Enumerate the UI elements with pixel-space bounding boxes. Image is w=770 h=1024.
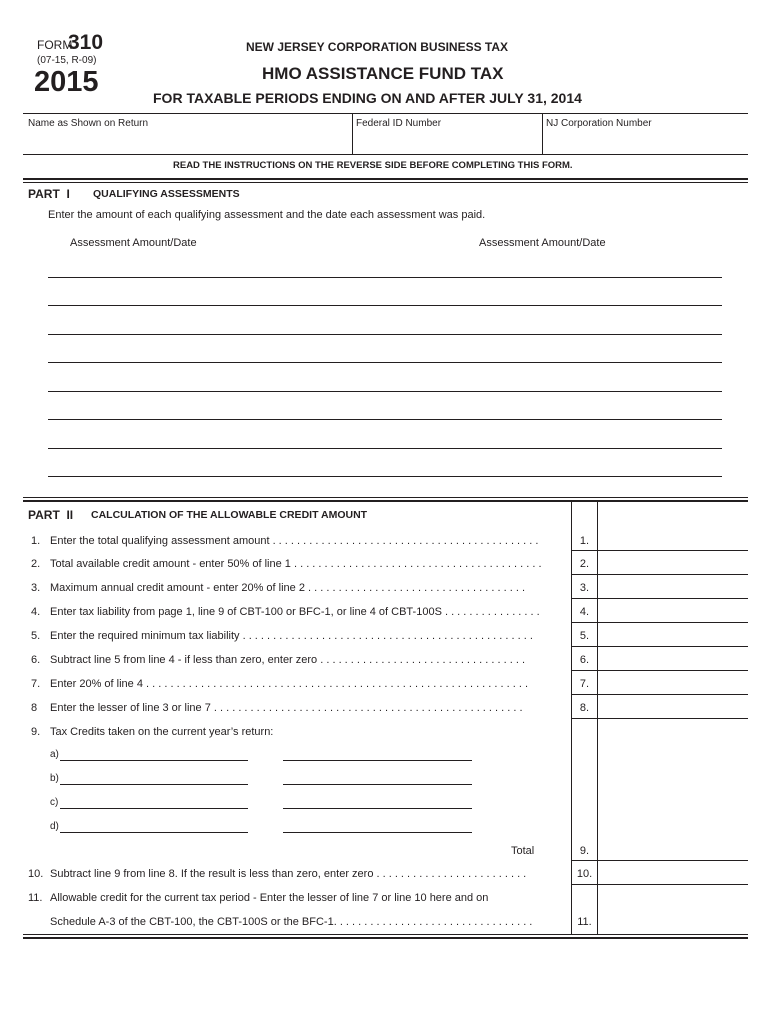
credit-name-field[interactable] [60,760,248,761]
part2-title: CALCULATION OF THE ALLOWABLE CREDIT AMOUNT [91,509,368,521]
name-field[interactable] [24,130,350,152]
line-number: 11. [28,892,43,904]
line-number: 2. [31,558,41,570]
bottom-rule-top [23,934,748,935]
line-text: Enter tax liability from page 1, line 9 of CBT-100 or BFC-1, or line 4 of CBT-100S . . . . . . . . . . . . . . . . [50,606,540,618]
line-text: Enter the required minimum tax liability . . . . . . . . . . . . . . . . . . . . . . . . . . . . . . . . . . . . . . . . . . . . . . . . [50,630,533,642]
part2-label: PART II [28,508,74,522]
amount-field[interactable] [599,695,747,717]
assessment-line[interactable] [48,284,722,306]
amount-field[interactable] [599,836,747,859]
assessment-line[interactable] [48,398,722,420]
line-number: 3. [31,582,41,594]
credit-amount-field[interactable] [283,832,472,833]
assessment-line[interactable] [48,256,722,278]
double-rule-top [23,178,748,180]
federal-id-label: Federal ID Number [356,118,442,129]
amount-field[interactable] [599,671,747,693]
line-box-number: 8. [579,702,590,714]
id-top-rule [23,113,748,114]
form-title: HMO ASSISTANCE FUND TAX [262,64,504,83]
line-number: 7. [31,678,41,690]
line-box-number: 9. [579,845,590,857]
assessment-line[interactable] [48,455,722,477]
part1-intro: Enter the amount of each qualifying assessment and the date each assessment was paid. [48,209,486,221]
line-number: 9. [31,726,41,738]
line-number: 6. [31,654,41,666]
form-revision: (07-15, R-09) [37,55,97,66]
part1-col-right: Assessment Amount/Date [479,237,606,249]
amount-field[interactable] [599,526,747,549]
federal-id-field[interactable] [354,130,540,152]
line-box-number: 7. [579,678,590,690]
agency-name: NEW JERSEY CORPORATION BUSINESS TAX [246,40,509,54]
line-box-number: 4. [579,606,590,618]
line-number: 8 [31,702,38,714]
assessment-line[interactable] [48,313,722,335]
assessment-line[interactable] [48,427,722,449]
line-text: Total available credit amount - enter 50% of line 1 . . . . . . . . . . . . . . . . . . . . . . . . . . . . . . . . . . . . . . . . . [50,558,542,570]
instructions-note: READ THE INSTRUCTIONS ON THE REVERSE SIDE BEFORE COMPLETING THIS FORM. [173,160,573,171]
part2-double-rule-bottom [23,500,748,502]
total-label: Total [511,845,535,857]
amount-field[interactable] [599,647,747,669]
credit-amount-field[interactable] [283,808,472,809]
part2-double-rule-top [23,497,748,498]
id-divider-1 [352,114,353,154]
line-number: 10. [28,868,44,880]
line-text: Subtract line 9 from line 8. If the result is less than zero, enter zero . . . . . . . . . . . . . . . . . . . . . . . . . [50,868,527,880]
line-number: 5. [31,630,41,642]
credit-name-field[interactable] [60,832,248,833]
double-rule-bottom [23,182,748,183]
credit-row-label: d) [50,821,59,832]
line-text: Tax Credits taken on the current year’s return: [50,726,274,738]
credit-amount-field[interactable] [283,760,472,761]
line-box-number: 3. [579,582,590,594]
amount-field[interactable] [599,909,747,933]
row-rule [571,718,748,719]
amount-field[interactable] [599,551,747,573]
credit-name-field[interactable] [60,784,248,785]
line-text: Enter 20% of line 4 . . . . . . . . . . . . . . . . . . . . . . . . . . . . . . . . . . . . . . . . . . . . . . . . . . . . . . . . . . . . . . . [50,678,529,690]
credit-row-label: b) [50,773,59,784]
line-text: Enter the lesser of line 3 or line 7 . . . . . . . . . . . . . . . . . . . . . . . . . . . . . . . . . . . . . . . . . . . . . . . . . . . [50,702,523,714]
row-rule [571,884,748,885]
line-text: Subtract line 5 from line 4 - if less than zero, enter zero . . . . . . . . . . . . . . . . . . . . . . . . . . . . . . . . . . [50,654,525,666]
id-divider-2 [542,114,543,154]
credit-row-label: a) [50,749,59,760]
line-box-number: 5. [579,630,590,642]
form-subtitle: FOR TAXABLE PERIODS ENDING ON AND AFTER JULY 31, 2014 [153,90,582,106]
nj-corp-field[interactable] [544,130,746,152]
bottom-rule-bottom [23,937,748,939]
line-text-continued: Schedule A-3 of the CBT-100, the CBT-100S or the BFC-1. . . . . . . . . . . . . . . . . . . . . . . . . . . . . . . . . [50,916,533,928]
amount-field[interactable] [599,861,747,883]
form-header [0,0,770,112]
line-box-number: 1. [579,535,590,547]
form-label: FORM [37,38,73,52]
form-year: 2015 [34,66,99,98]
line-box-number: 6. [579,654,590,666]
line-number: 1. [31,535,41,547]
assessment-line[interactable] [48,341,722,363]
amount-field[interactable] [599,575,747,597]
part1-label: PART I [28,187,70,201]
line-number: 4. [31,606,41,618]
line-box-number: 2. [579,558,590,570]
credit-row-label: c) [50,797,59,808]
part1-title: QUALIFYING ASSESSMENTS [93,188,240,200]
line-text: Allowable credit for the current tax period - Enter the lesser of line 7 or line 10 here and on [50,892,489,904]
part1-col-left: Assessment Amount/Date [70,237,197,249]
line-text: Enter the total qualifying assessment amount . . . . . . . . . . . . . . . . . . . . . . . . . . . . . . . . . . . . . . . . . . . . [50,535,539,547]
form-number: 310 [68,31,104,54]
nj-corp-label: NJ Corporation Number [546,118,652,129]
id-bottom-rule [23,154,748,155]
name-label: Name as Shown on Return [28,118,149,129]
assessment-line[interactable] [48,370,722,392]
line-box-number: 10. [576,868,593,880]
amount-field[interactable] [599,599,747,621]
line-text: Maximum annual credit amount - enter 20% of line 2 . . . . . . . . . . . . . . . . . . . . . . . . . . . . . . . . . . . . [50,582,526,594]
credit-name-field[interactable] [60,808,248,809]
line-box-number: 11. [577,916,592,928]
amount-field[interactable] [599,623,747,645]
credit-amount-field[interactable] [283,784,472,785]
